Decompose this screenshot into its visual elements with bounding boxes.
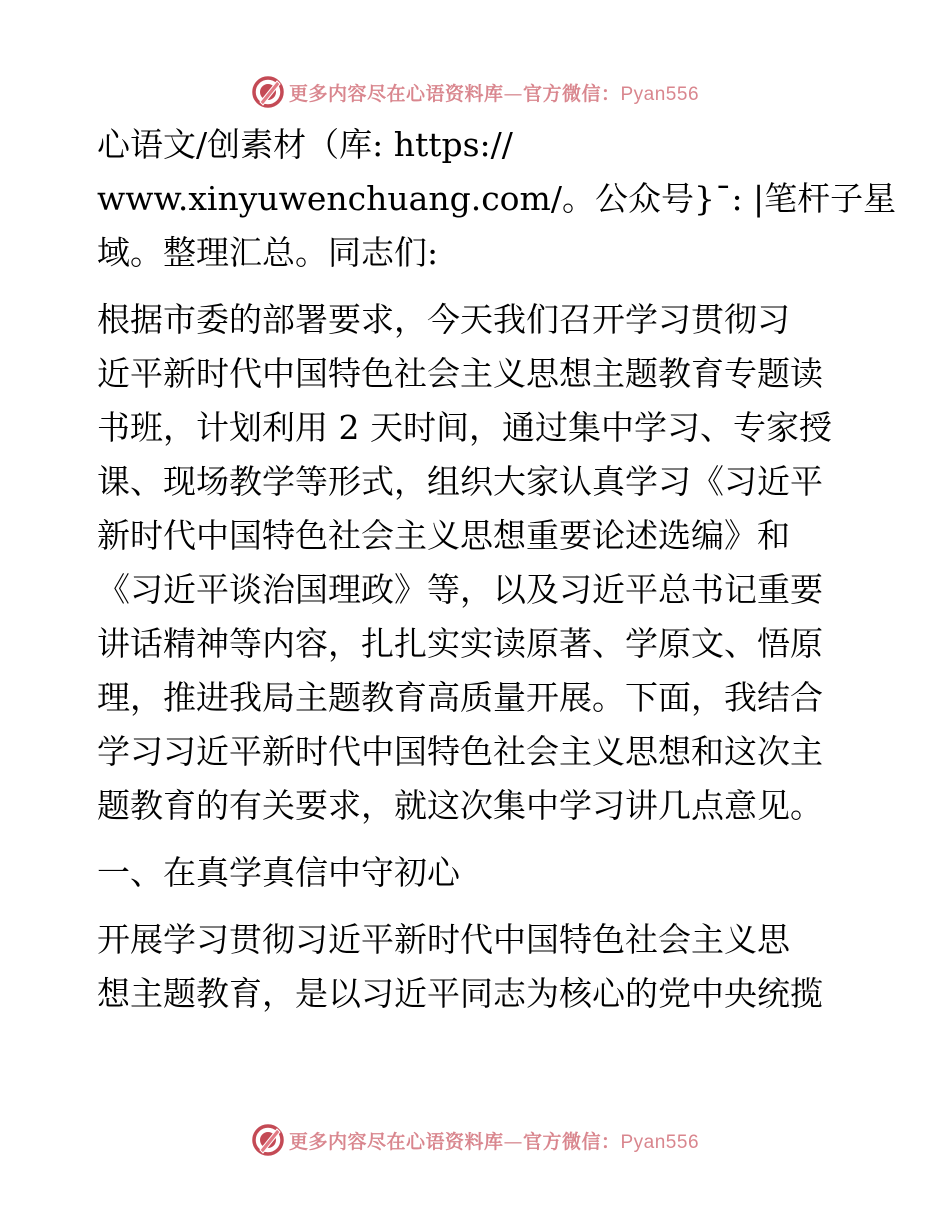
intro-paragraph (97, 118, 897, 280)
header-banner-slogan: 更多内容尽在心语资料库 (288, 82, 504, 105)
intro-line: 域。整理汇总。同志们: (97, 233, 439, 272)
footer-wechat-label: 官方微信： (522, 1130, 621, 1153)
paragraph-line: 《习近平谈治国理政》等，以及习近平总书记重要 (97, 570, 823, 609)
paragraph-line: 近平新时代中国特色社会主义思想主题教育专题读 (97, 354, 823, 393)
pen-logo-icon (251, 75, 285, 109)
footer-banner-text (289, 1127, 699, 1154)
footer-wechat-id: Pyan556 (620, 1131, 700, 1153)
header-banner (0, 72, 950, 112)
section-heading-1 (97, 846, 857, 900)
intro-line: www.xinyuwenchuang.com/。公众号}¯: |笔杆子星 (97, 179, 897, 218)
footer-banner-slogan: 更多内容尽在心语资料库 (288, 1130, 504, 1153)
paragraph-line: 书班，计划利用 2 天时间，通过集中学习、专家授 (97, 408, 832, 447)
paragraph-line: 新时代中国特色社会主义思想重要论述选编》和 (97, 516, 790, 555)
paragraph-line: 想主题教育，是以习近平同志为核心的党中央统揽 (97, 974, 823, 1013)
paragraph-line: 讲话精神等内容，扎扎实实读原著、学原文、悟原 (97, 624, 823, 663)
paragraph-2 (97, 913, 857, 1021)
paragraph-1 (97, 293, 857, 833)
paragraph-line: 开展学习贯彻习近平新时代中国特色社会主义思 (97, 920, 790, 959)
header-banner-separator: — (503, 82, 523, 105)
footer-banner (0, 1120, 950, 1160)
document-body (97, 118, 897, 1021)
paragraph-line: 学习习近平新时代中国特色社会主义思想和这次主 (97, 732, 823, 771)
intro-line: 心语文/创素材（库: https:// (97, 125, 513, 164)
paragraph-line: 根据市委的部署要求，今天我们召开学习贯彻习 (97, 300, 790, 339)
header-banner-text (289, 79, 699, 106)
footer-banner-separator: — (503, 1130, 523, 1153)
paragraph-line: 题教育的有关要求，就这次集中学习讲几点意见。 (97, 786, 823, 825)
pen-logo-icon (251, 1123, 285, 1157)
section-heading-text: 一、在真学真信中守初心 (97, 853, 460, 892)
header-wechat-label: 官方微信： (522, 82, 621, 105)
header-wechat-id: Pyan556 (620, 83, 700, 105)
paragraph-line: 理，推进我局主题教育高质量开展。下面，我结合 (97, 678, 823, 717)
paragraph-line: 课、现场教学等形式，组织大家认真学习《习近平 (97, 462, 823, 501)
